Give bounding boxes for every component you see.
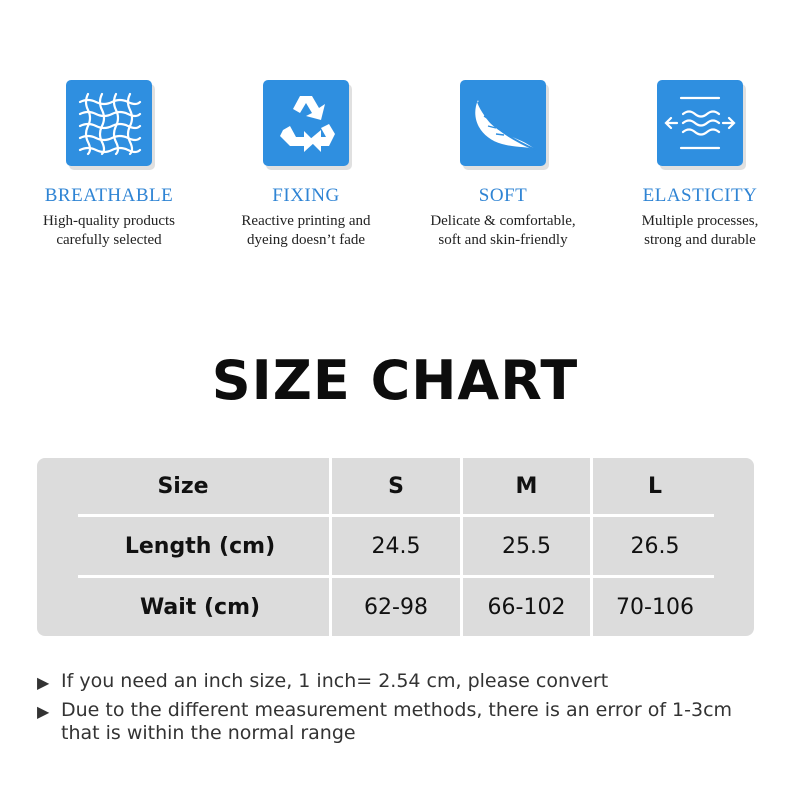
triangle-bullet-icon: ▶ xyxy=(37,673,50,692)
feature-description xyxy=(602,212,790,250)
feature-description-line: Multiple processes, xyxy=(641,213,759,229)
size-table xyxy=(37,458,754,636)
feature-elasticity xyxy=(602,80,790,250)
size-chart-heading: SIZE CHART xyxy=(211,349,579,412)
table-header-s: S xyxy=(388,473,404,499)
feature-title: BREATHABLE xyxy=(44,185,174,206)
feature-description-line: High-quality products xyxy=(42,213,176,229)
note-text: Due to the different measurement methods, there is an error of 1-3cm that is within the normal range xyxy=(61,699,733,744)
feature-title: SOFT xyxy=(478,185,528,206)
feature-breathable xyxy=(11,80,207,250)
feature-description-line: Reactive printing and xyxy=(241,213,371,229)
stretch-wave-icon xyxy=(657,80,743,166)
feature-title: ELASTICITY xyxy=(642,185,758,206)
feature-description xyxy=(405,212,601,250)
feature-description-line: carefully selected xyxy=(56,232,162,248)
feature-description-line: dyeing doesn’t fade xyxy=(246,232,366,248)
recycle-icon xyxy=(263,80,349,166)
table-cell: 66-102 xyxy=(487,594,566,620)
feature-description xyxy=(208,212,404,250)
table-cell: 25.5 xyxy=(502,533,551,559)
features-row xyxy=(0,80,790,260)
table-cell: 70-106 xyxy=(616,594,694,620)
row-label-length: Length (cm) xyxy=(124,533,276,559)
feature-fixing xyxy=(208,80,404,250)
table-cell: 62-98 xyxy=(364,594,428,620)
table-header-m: M xyxy=(515,473,538,499)
row-label-wait: Wait (cm) xyxy=(139,594,261,620)
note-text: If you need an inch size, 1 inch= 2.54 cm, please convert xyxy=(61,670,609,692)
table-cell: 24.5 xyxy=(371,533,421,559)
feather-icon xyxy=(460,80,546,166)
breathable-grid-icon xyxy=(66,80,152,166)
note-item xyxy=(37,670,767,693)
table-header-l: L xyxy=(647,473,663,499)
triangle-bullet-icon: ▶ xyxy=(37,702,50,721)
feature-description xyxy=(11,212,207,250)
feature-description-line: strong and durable xyxy=(644,232,756,248)
notes-list xyxy=(37,670,767,751)
feature-description-line: Delicate & comfortable, xyxy=(430,213,576,229)
feature-description-line: soft and skin-friendly xyxy=(438,232,568,248)
note-item xyxy=(37,699,767,745)
table-header-size: Size xyxy=(157,473,209,499)
feature-title: FIXING xyxy=(272,185,340,206)
table-cell: 26.5 xyxy=(630,533,680,559)
feature-soft xyxy=(405,80,601,250)
